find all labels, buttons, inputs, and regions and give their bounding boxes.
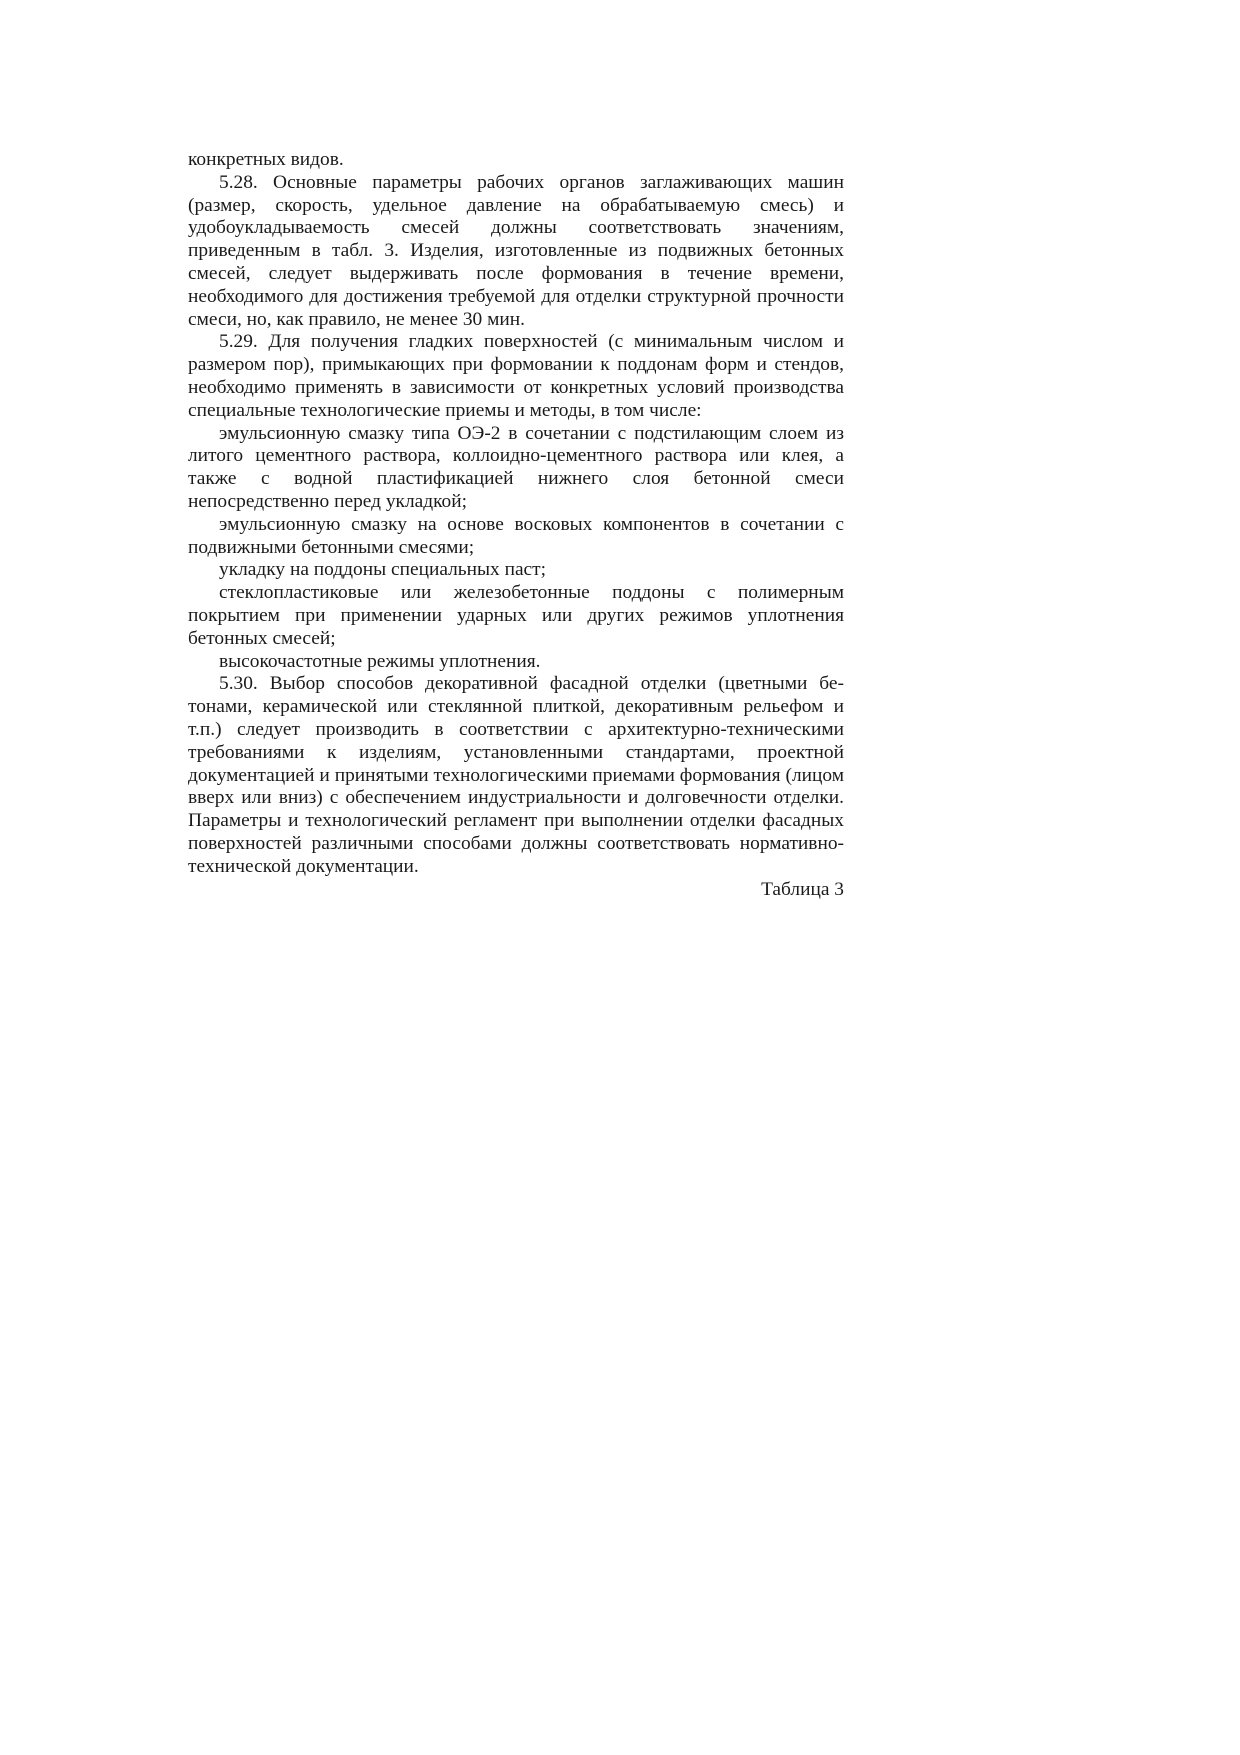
paragraph-continuation: конкретных видов.: [188, 149, 344, 170]
list-item-emulsion-wax: эмульсионную смазку на основе восковых компонентов в сочетании с подвижными бетонными смесями;: [188, 513, 844, 558]
list-item-pastes: укладку на поддоны специальных паст;: [219, 559, 547, 581]
list-item-emulsion-oe2: эмульсионную смазку типа ОЭ-2 в сочетании с подстилающим слоем из литого цементного раствора, коллоидно-цементного раствора или клея, а также с водной пластификацией нижнего слоя бетонной смеси непосредственно перед укладкой;: [188, 422, 844, 512]
list-item-pallets: стеклопластиковые или железобетонные поддоны с полимерным покрытием при применении ударных или других режимов уплотнения бетонных смесей;: [188, 582, 844, 649]
paragraph-5-28: 5.28. Основные параметры рабочих органов заглаживающих машин (размер, скорость, удельное давление на обрабатываемую смесь) и удобоукладываемость смесей должны соответствовать значениям, приведенным в табл. 3. Изделия, изготовленные из подвижных бетонных смесей, следует выдерживать после формования в течение времени, необходимого для достижения требуемой для отделки структурной прочности смеси, но, как правило, не менее 30 мин.: [188, 171, 844, 330]
table-caption: Таблица 3: [761, 878, 844, 900]
paragraph-5-29: 5.29. Для получения гладких поверхностей (с минимальным числом и размером пор), примыкающих при формовании к поддонам форм и стендов, необходимо применять в зависимости от конкретных условий производства специальные технологические приемы и методы, в том числе:: [188, 331, 844, 421]
paragraph-5-30: 5.30. Выбор способов декоративной фасадной отделки (цветными бетонами, керамической или стеклянной плиткой, декоративным рельефом и т.п.) следует производить в соответствии с архитектурно-техническими требованиями к изделиям, установленными стандартами, проектной документацией и принятыми технологическими приемами формования (лицом вверх или вниз) с обеспечением индустриальности и долговечности отделки. Параметры и технологический регламент при выполнении отделки фасадных поверхностей различными способами должны соответствовать нормативно-технической документации.: [188, 673, 844, 877]
list-item-high-frequency: высокочастотные режимы уплотнения.: [219, 650, 541, 672]
document-body: [188, 149, 844, 901]
